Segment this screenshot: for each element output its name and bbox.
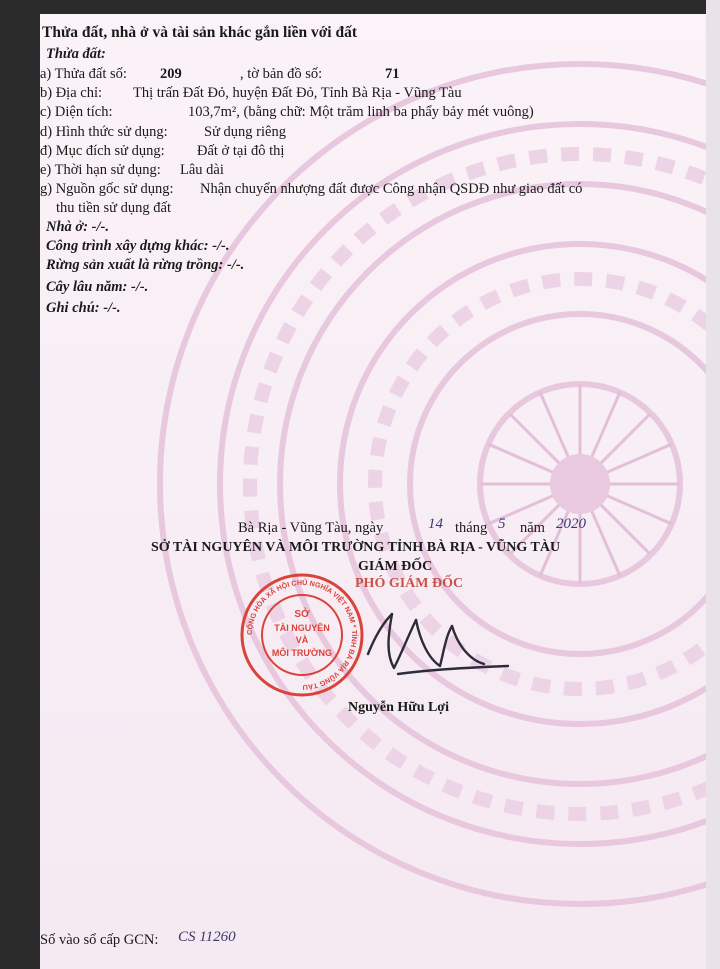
perennial-entry: Cây lâu năm: -/-. [46,279,149,295]
address-value: Thị trấn Đất Đỏ, huyện Đất Đỏ, Tỉnh Bà Rịa - Vũng Tàu [133,85,462,101]
place-date-prefix: Bà Rịa - Vũng Tàu, ngày [238,520,384,536]
purpose-value: Đất ở tại đô thị [197,143,285,159]
notes-entry: Ghi chú: -/-. [46,300,121,316]
signature-icon [358,574,518,694]
registry-label: Số vào sổ cấp GCN: [40,932,159,948]
signer-name: Nguyễn Hữu Lợi [348,700,449,715]
origin-label: g) Nguồn gốc sử dụng: [40,181,174,197]
signing-year: 2020 [556,516,586,532]
page-title: Thửa đất, nhà ở và tài sản khác gắn liền với đất [42,24,358,41]
use-form-value: Sử dụng riêng [204,124,286,140]
area-label: c) Diện tích: [40,104,113,120]
svg-text:CỘNG HÒA XÃ HỘI CHỦ NGHĨA VIỆT: CỘNG HÒA XÃ HỘI CHỦ NGHĨA VIỆT NAM * TỈNH BÀ RỊA VŨNG TÀU [244,577,360,693]
signing-day: 14 [428,516,443,532]
forest-entry: Rừng sản xuất là rừng trồng: -/-. [46,257,245,273]
svg-text:MÔI TRƯỜNG: MÔI TRƯỜNG [271,648,333,658]
registry-value: CS 11260 [178,929,236,945]
svg-text:TÀI NGUYÊN: TÀI NGUYÊN [274,623,330,633]
map-sheet-value: 71 [385,66,400,82]
construction-entry: Công trình xây dựng khác: -/-. [46,238,230,254]
month-label: tháng [455,520,488,536]
svg-text:VÀ: VÀ [295,635,309,645]
lot-number-value: 209 [160,66,182,82]
area-value: 103,7m², (bằng chữ: Một trăm linh ba phẩy bảy mét vuông) [188,104,534,120]
house-entry: Nhà ở: -/-. [46,219,109,235]
year-label: năm [520,520,545,536]
svg-text:SỞ: SỞ [294,609,310,620]
origin-value-line2: thu tiền sử dụng đất [56,200,171,216]
use-form-label: d) Hình thức sử dụng: [40,124,168,140]
origin-value-line1: Nhận chuyển nhượng đất được Công nhận QSDĐ như giao đất có [200,181,583,197]
scan-edge [706,0,720,969]
address-label: b) Địa chỉ: [40,85,103,101]
issuing-authority: SỞ TÀI NGUYÊN VÀ MÔI TRƯỜNG TỈNH BÀ RỊA - VŨNG TÀU [151,540,561,555]
signing-month: 5 [498,516,506,532]
map-sheet-label: , tờ bản đồ số: [240,66,323,82]
section-land-heading: Thửa đất: [46,46,106,62]
deputy-position-stamp: PHÓ GIÁM ĐỐC [355,576,464,591]
official-seal-icon [238,571,366,699]
certificate-page [40,14,706,969]
signer-position: GIÁM ĐỐC [358,559,433,574]
term-value: Lâu dài [180,162,224,178]
purpose-label: đ) Mục đích sử dụng: [40,143,165,159]
lot-number-label: a) Thửa đất số: [40,66,127,82]
term-label: e) Thời hạn sử dụng: [40,162,161,178]
